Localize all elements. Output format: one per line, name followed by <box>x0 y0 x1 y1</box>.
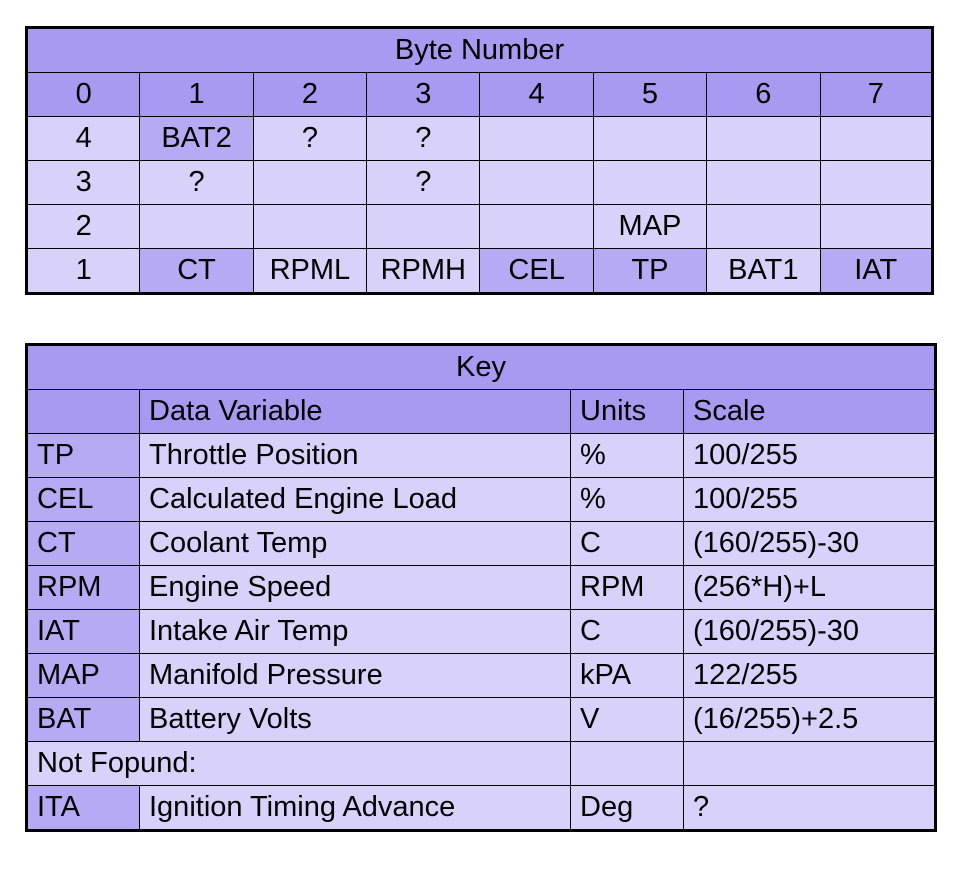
scale-cell: (256*H)+L <box>684 566 936 610</box>
variable-cell: Ignition Timing Advance <box>140 786 571 831</box>
row-label: 1 <box>27 249 140 294</box>
table-cell <box>820 205 932 249</box>
table-row <box>27 610 936 654</box>
scale-cell: (160/255)-30 <box>684 610 936 654</box>
table-cell: ? <box>253 117 366 161</box>
column-header: 5 <box>593 73 706 117</box>
table-cell <box>253 161 366 205</box>
table-cell: ? <box>367 117 480 161</box>
table-cell: BAT1 <box>707 249 820 294</box>
abbreviation-cell: ITA <box>27 786 140 831</box>
byte-table-title-row <box>27 28 933 73</box>
row-label: 3 <box>27 161 140 205</box>
table-cell <box>593 161 706 205</box>
column-header: Data Variable <box>140 390 571 434</box>
table-cell <box>140 205 253 249</box>
abbreviation-cell: TP <box>27 434 140 478</box>
variable-cell: Intake Air Temp <box>140 610 571 654</box>
table-cell <box>367 205 480 249</box>
table-cell: MAP <box>593 205 706 249</box>
table-cell <box>480 161 593 205</box>
abbreviation-cell: MAP <box>27 654 140 698</box>
units-cell: % <box>571 478 684 522</box>
table-row <box>27 249 933 294</box>
variable-cell: Manifold Pressure <box>140 654 571 698</box>
column-header: 0 <box>27 73 140 117</box>
scale-cell: 100/255 <box>684 478 936 522</box>
variable-cell: Throttle Position <box>140 434 571 478</box>
table-cell <box>820 117 932 161</box>
table-cell: CT <box>140 249 253 294</box>
row-label: 4 <box>27 117 140 161</box>
column-header: 4 <box>480 73 593 117</box>
units-cell: C <box>571 610 684 654</box>
units-cell: kPA <box>571 654 684 698</box>
scale-cell: (16/255)+2.5 <box>684 698 936 742</box>
abbreviation-cell: RPM <box>27 566 140 610</box>
not-found-row <box>27 742 936 786</box>
column-header: 7 <box>820 73 932 117</box>
abbreviation-cell: IAT <box>27 610 140 654</box>
abbreviation-cell: BAT <box>27 698 140 742</box>
variable-cell: Engine Speed <box>140 566 571 610</box>
key-table-title: Key <box>27 345 936 390</box>
units-cell: V <box>571 698 684 742</box>
table-cell <box>707 117 820 161</box>
abbreviation-cell: CT <box>27 522 140 566</box>
scale-cell <box>684 742 936 786</box>
units-cell: % <box>571 434 684 478</box>
table-cell: TP <box>593 249 706 294</box>
table-cell: IAT <box>820 249 932 294</box>
column-header: 2 <box>253 73 366 117</box>
byte-number-table <box>25 26 934 295</box>
column-header: Scale <box>684 390 936 434</box>
scale-cell: (160/255)-30 <box>684 522 936 566</box>
column-header: Units <box>571 390 684 434</box>
units-cell: C <box>571 522 684 566</box>
column-header <box>27 390 140 434</box>
table-cell: BAT2 <box>140 117 253 161</box>
table-cell: ? <box>140 161 253 205</box>
table-cell <box>253 205 366 249</box>
variable-cell: Battery Volts <box>140 698 571 742</box>
table-row <box>27 205 933 249</box>
table-cell: CEL <box>480 249 593 294</box>
table-cell <box>480 117 593 161</box>
variable-cell: Calculated Engine Load <box>140 478 571 522</box>
units-cell: RPM <box>571 566 684 610</box>
column-header: 3 <box>367 73 480 117</box>
table-row <box>27 654 936 698</box>
table-cell <box>707 205 820 249</box>
table-row <box>27 698 936 742</box>
table-cell: RPMH <box>367 249 480 294</box>
byte-table-title: Byte Number <box>27 28 933 73</box>
variable-cell: Coolant Temp <box>140 522 571 566</box>
scale-cell: 100/255 <box>684 434 936 478</box>
table-cell <box>593 117 706 161</box>
table-cell: ? <box>367 161 480 205</box>
column-header: 6 <box>707 73 820 117</box>
abbreviation-cell: CEL <box>27 478 140 522</box>
table-row <box>27 566 936 610</box>
table-row <box>27 786 936 831</box>
row-label: 2 <box>27 205 140 249</box>
table-row <box>27 434 936 478</box>
table-row <box>27 522 936 566</box>
key-table-title-row <box>27 345 936 390</box>
table-row <box>27 161 933 205</box>
key-table <box>25 343 937 832</box>
table-cell <box>480 205 593 249</box>
table-cell <box>820 161 932 205</box>
scale-cell: ? <box>684 786 936 831</box>
key-table-header-row <box>27 390 936 434</box>
table-cell: RPML <box>253 249 366 294</box>
byte-table-column-header-row <box>27 73 933 117</box>
units-cell: Deg <box>571 786 684 831</box>
table-cell <box>707 161 820 205</box>
scale-cell: 122/255 <box>684 654 936 698</box>
not-found-label: Not Fopund: <box>27 742 571 786</box>
units-cell <box>571 742 684 786</box>
table-row <box>27 117 933 161</box>
table-row <box>27 478 936 522</box>
column-header: 1 <box>140 73 253 117</box>
